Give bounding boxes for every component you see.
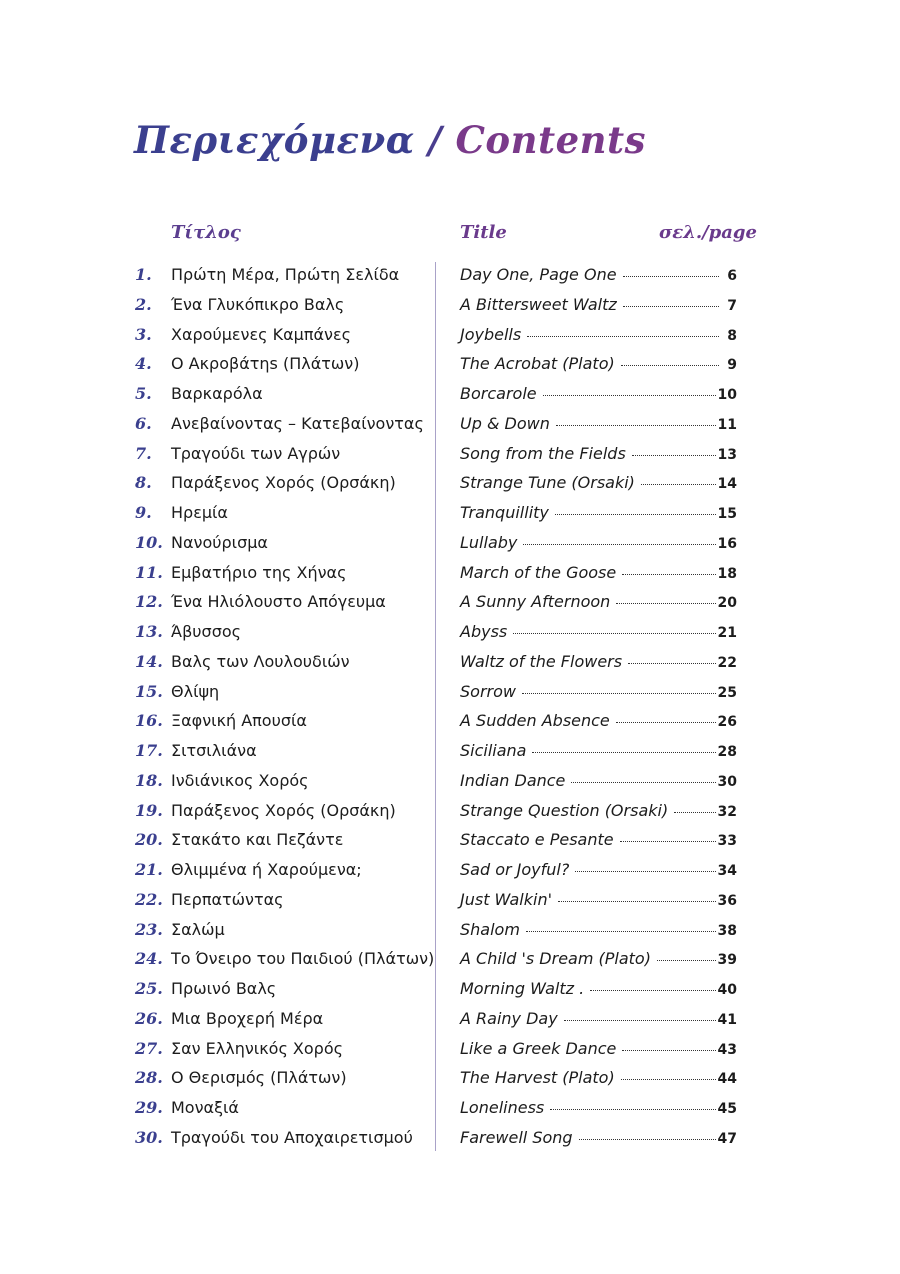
entry-number: 11.: [135, 562, 163, 582]
contents-entry: [0, 559, 900, 589]
contents-entry: [0, 678, 900, 708]
dot-leader: [526, 930, 716, 932]
entry-number: 15.: [135, 681, 163, 701]
entry-english-line: [460, 354, 737, 373]
entry-page-number: 8: [727, 327, 737, 344]
entry-greek-title: Παράξενος Χορός (Ορσάκη): [171, 473, 396, 493]
dot-leader: [622, 573, 715, 575]
dot-leader: [558, 900, 716, 902]
entry-page-number: 7: [727, 297, 737, 314]
entry-english-title: Shalom: [460, 919, 520, 939]
entry-number: 24.: [135, 949, 163, 969]
entry-english-line: [460, 1098, 737, 1117]
contents-entry: [0, 1005, 900, 1035]
contents-entry: [0, 737, 900, 767]
entry-english-title: A Child 's Dream (Plato): [460, 949, 651, 969]
entry-english-title: Tranquillity: [460, 503, 549, 522]
entry-greek-title: Σιτσιλιάνα: [171, 741, 257, 760]
contents-entry: [0, 618, 900, 648]
contents-entry: [0, 321, 900, 351]
dot-leader: [632, 454, 716, 456]
entry-page-number: 39: [717, 952, 737, 969]
entry-english-title: Waltz of the Flowers: [460, 651, 623, 671]
entry-greek-title: Νανούρισμα: [171, 532, 268, 552]
entry-english-line: [460, 741, 737, 760]
entry-greek-title: Στακάτο και Πεζάντε: [171, 830, 344, 850]
entry-page-number: 16: [717, 535, 737, 552]
entry-number: 18.: [135, 770, 163, 790]
entry-english-title: A Rainy Day: [460, 1008, 558, 1028]
entry-number: 4.: [135, 354, 152, 374]
entry-page-number: 38: [717, 922, 737, 939]
entry-english-title: Day One, Page One: [460, 265, 617, 284]
contents-entry: [0, 916, 900, 946]
dot-leader: [616, 721, 716, 723]
entry-page-number: 32: [717, 803, 737, 820]
entry-page-number: 10: [717, 387, 737, 403]
entry-number: 19.: [135, 800, 163, 820]
contents-entry: [0, 797, 900, 827]
entry-english-line: [460, 1068, 737, 1087]
dot-leader: [641, 483, 716, 485]
contents-entry: [0, 1124, 900, 1154]
entry-number: 5.: [135, 384, 152, 403]
entry-english-line: [460, 949, 737, 968]
entry-english-line: [460, 503, 737, 522]
entry-english-title: Strange Tune (Orsaki): [460, 473, 635, 493]
entry-number: 30.: [135, 1127, 163, 1147]
column-header-page: σελ./page: [659, 222, 757, 243]
entry-number: 12.: [135, 592, 163, 612]
entry-english-line: [460, 295, 737, 314]
entry-english-title: A Bittersweet Waltz: [460, 294, 617, 314]
entry-greek-title: Τραγούδι του Αποχαιρετισμού: [171, 1127, 413, 1147]
entry-english-title: Sorrow: [460, 681, 516, 701]
entry-english-line: [460, 652, 737, 671]
entry-greek-title: Ανεβαίνοντας – Κατεβαίνοντας: [171, 413, 424, 433]
entry-greek-title: Σαν Ελληνικός Χορός: [171, 1038, 343, 1058]
entry-page-number: 40: [717, 982, 737, 998]
entry-greek-title: Βαρκαρόλα: [171, 384, 263, 403]
entry-page-number: 13: [717, 446, 737, 463]
entry-english-line: [460, 384, 737, 403]
entry-number: 9.: [135, 503, 152, 522]
contents-entry: [0, 440, 900, 470]
contents-entry: [0, 1094, 900, 1124]
contents-entry: [0, 856, 900, 886]
entry-greek-title: Ένα Γλυκόπικρο Βαλς: [171, 294, 345, 314]
entry-page-number: 47: [717, 1130, 737, 1147]
column-header-english-title: Title: [460, 222, 507, 243]
entry-english-line: [460, 890, 737, 909]
contents-entry: [0, 648, 900, 678]
entry-english-line: [460, 473, 737, 492]
entry-page-number: 18: [717, 565, 737, 582]
dot-leader: [621, 1078, 716, 1080]
entry-greek-title: Ο Ακροβάτηs (Πλάτων): [171, 354, 360, 374]
entry-number: 2.: [135, 294, 152, 314]
entry-english-title: Up & Down: [460, 413, 550, 433]
entry-english-line: [460, 1128, 737, 1147]
dot-leader: [623, 305, 719, 307]
page-title-english: Contents: [455, 118, 646, 162]
contents-entry: [0, 767, 900, 797]
entry-english-line: [460, 592, 737, 611]
entry-greek-title: Πρωινό Βαλς: [171, 979, 277, 998]
dot-leader: [571, 781, 715, 783]
entry-english-line: [460, 414, 737, 433]
entry-number: 20.: [135, 830, 163, 850]
dot-leader: [579, 1138, 716, 1140]
entry-page-number: 25: [717, 684, 737, 701]
entry-english-title: Like a Greek Dance: [460, 1038, 617, 1058]
entry-english-line: [460, 265, 737, 284]
contents-entry: [0, 588, 900, 618]
contents-entry: [0, 261, 900, 291]
entry-page-number: 20: [717, 595, 737, 612]
dot-leader: [513, 632, 715, 634]
entry-english-title: Sad or Joyful?: [460, 860, 570, 879]
entry-english-line: [460, 325, 737, 344]
entry-english-title: Siciliana: [460, 741, 527, 760]
entry-greek-title: Ηρεμία: [171, 503, 228, 522]
entry-english-title: Lullaby: [460, 532, 518, 552]
contents-entry: [0, 826, 900, 856]
entry-greek-title: Ξαφνική Απουσία: [171, 711, 307, 731]
entry-greek-title: Ένα Ηλιόλουστο Απόγευμα: [171, 592, 386, 612]
dot-leader: [590, 989, 715, 991]
entry-page-number: 11: [717, 416, 737, 433]
contents-entry: [0, 1035, 900, 1065]
contents-entry: [0, 350, 900, 380]
entry-english-title: Farewell Song: [460, 1127, 573, 1147]
dot-leader: [543, 394, 716, 396]
entry-number: 16.: [135, 711, 163, 731]
entry-number: 8.: [135, 473, 152, 493]
entry-page-number: 34: [717, 863, 737, 879]
page-title-greek: Περιεχόμενα: [134, 118, 415, 162]
dot-leader: [674, 811, 715, 813]
entry-page-number: 36: [717, 892, 737, 909]
contents-entry: [0, 975, 900, 1005]
entry-english-line: [460, 771, 737, 790]
entry-english-title: Morning Waltz .: [460, 979, 585, 998]
entry-english-title: Just Walkin': [460, 889, 552, 909]
dot-leader: [522, 692, 716, 694]
entry-english-title: Borcarole: [460, 384, 537, 403]
dot-leader: [550, 1108, 715, 1110]
dot-leader: [575, 870, 715, 872]
dot-leader: [628, 662, 715, 664]
entry-greek-title: Περπατώντας: [171, 889, 284, 909]
dot-leader: [527, 335, 719, 337]
entry-greek-title: Ινδιάνικος Χορός: [171, 770, 309, 790]
contents-entry: [0, 499, 900, 529]
entry-page-number: 30: [717, 773, 737, 790]
dot-leader: [623, 275, 719, 277]
dot-leader: [622, 1049, 715, 1051]
contents-entry: [0, 291, 900, 321]
entry-english-line: [460, 979, 737, 998]
entry-greek-title: Το Όνειρο του Παιδιού (Πλάτων): [171, 949, 435, 969]
entry-greek-title: Άβυσσος: [171, 622, 242, 641]
entry-english-title: Strange Question (Orsaki): [460, 800, 669, 820]
contents-entry: [0, 1064, 900, 1094]
entry-number: 21.: [135, 860, 163, 879]
entry-greek-title: Θλίψη: [171, 681, 220, 701]
entry-greek-title: Εμβατήριο της Χήνας: [171, 562, 347, 582]
contents-entry: [0, 469, 900, 499]
entry-english-line: [460, 711, 737, 730]
entry-number: 6.: [135, 413, 152, 433]
entry-english-title: Abyss: [460, 622, 508, 641]
entry-page-number: 28: [717, 744, 737, 760]
entry-english-title: Song from the Fields: [460, 443, 626, 463]
dot-leader: [523, 543, 715, 545]
dot-leader: [564, 1019, 716, 1021]
page-title: [134, 118, 646, 162]
entry-number: 10.: [135, 532, 163, 552]
entry-english-line: [460, 444, 737, 463]
entry-number: 13.: [135, 622, 163, 641]
entry-greek-title: Τραγούδι των Αγρών: [171, 443, 341, 463]
entry-page-number: 21: [717, 625, 737, 641]
entry-number: 23.: [135, 919, 163, 939]
entry-english-line: [460, 860, 737, 879]
entry-page-number: 33: [717, 833, 737, 850]
contents-entry: [0, 886, 900, 916]
contents-entry: [0, 707, 900, 737]
entry-english-title: The Acrobat (Plato): [460, 354, 615, 374]
entry-english-title: A Sunny Afternoon: [460, 592, 611, 612]
entry-number: 29.: [135, 1098, 163, 1117]
entry-english-title: Joybells: [460, 324, 522, 344]
entry-greek-title: Μοναξιά: [171, 1098, 239, 1117]
entry-english-line: [460, 830, 737, 849]
entry-english-line: [460, 801, 737, 820]
entry-number: 28.: [135, 1068, 163, 1088]
entry-english-line: [460, 622, 737, 641]
entry-number: 22.: [135, 889, 163, 909]
entry-greek-title: Σαλώμ: [171, 919, 225, 939]
entry-greek-title: Χαρούμενες Καμπάνες: [171, 324, 351, 344]
entry-number: 17.: [135, 741, 163, 760]
entry-page-number: 43: [717, 1041, 737, 1058]
entry-page-number: 44: [717, 1071, 737, 1088]
entry-number: 26.: [135, 1008, 163, 1028]
entry-greek-title: Πρώτη Μέρα, Πρώτη Σελίδα: [171, 265, 400, 284]
entry-english-title: The Harvest (Plato): [460, 1068, 615, 1088]
entry-page-number: 6: [727, 268, 737, 284]
page-title-separator: /: [428, 118, 443, 162]
entry-english-title: Indian Dance: [460, 770, 566, 790]
entry-page-number: 14: [717, 476, 737, 493]
entry-english-line: [460, 1039, 737, 1058]
contents-list: [0, 261, 900, 1154]
entry-number: 1.: [135, 265, 152, 284]
dot-leader: [532, 751, 715, 753]
entry-number: 14.: [135, 651, 163, 671]
dot-leader: [616, 602, 715, 604]
entry-english-line: [460, 920, 737, 939]
entry-greek-title: Βαλς των Λουλουδιών: [171, 651, 350, 671]
entry-english-line: [460, 1009, 737, 1028]
entry-page-number: 45: [717, 1101, 737, 1117]
entry-english-line: [460, 682, 737, 701]
contents-entry: [0, 945, 900, 975]
entry-english-line: [460, 563, 737, 582]
entry-number: 27.: [135, 1038, 163, 1058]
entry-number: 7.: [135, 443, 152, 463]
entry-greek-title: Ο Θερισμός (Πλάτων): [171, 1068, 347, 1088]
entry-greek-title: Παράξενος Χορός (Ορσάκη): [171, 800, 396, 820]
dot-leader: [621, 364, 719, 366]
entry-english-title: A Sudden Absence: [460, 711, 610, 731]
entry-page-number: 26: [717, 714, 737, 731]
entry-english-line: [460, 533, 737, 552]
dot-leader: [555, 513, 716, 515]
dot-leader: [620, 840, 716, 842]
entry-number: 3.: [135, 324, 152, 344]
entry-english-title: March of the Goose: [460, 562, 617, 582]
contents-entry: [0, 410, 900, 440]
entry-page-number: 9: [727, 357, 737, 374]
dot-leader: [657, 959, 716, 961]
entry-page-number: 15: [717, 506, 737, 522]
contents-entry: [0, 380, 900, 410]
entry-page-number: 41: [717, 1011, 737, 1028]
entry-number: 25.: [135, 979, 163, 998]
column-header-greek-title: Τίτλος: [171, 222, 241, 243]
entry-greek-title: Θλιμμένα ή Χαρούμενα;: [171, 860, 362, 879]
entry-page-number: 22: [717, 654, 737, 671]
dot-leader: [556, 424, 716, 426]
entry-english-title: Loneliness: [460, 1098, 545, 1117]
entry-english-title: Staccato e Pesante: [460, 830, 614, 850]
contents-entry: [0, 529, 900, 559]
entry-greek-title: Μια Βροχερή Μέρα: [171, 1008, 324, 1028]
